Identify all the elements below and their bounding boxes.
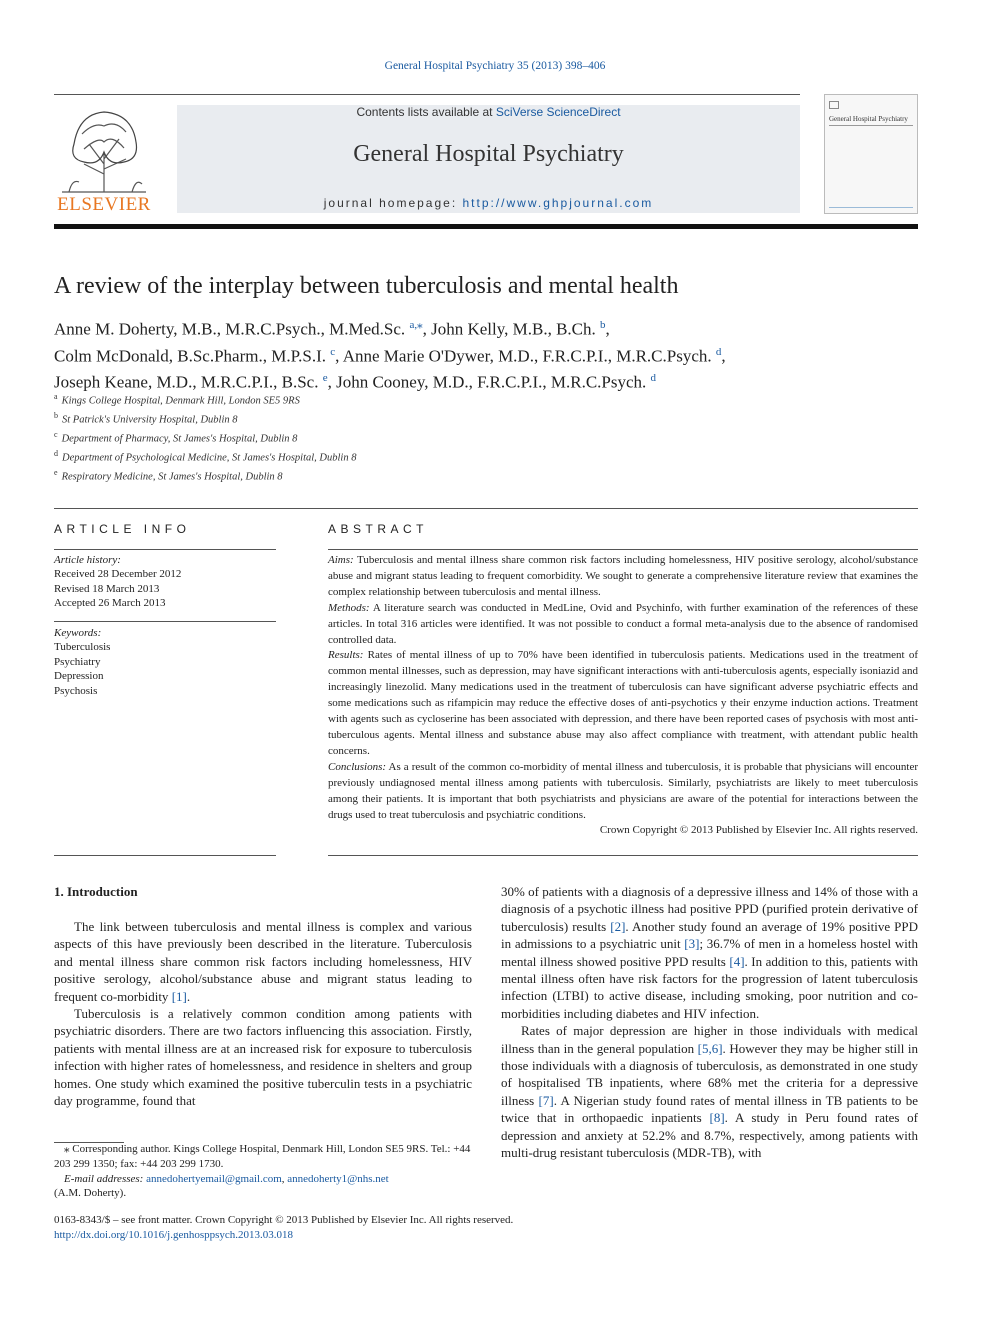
affiliation-mark: b bbox=[54, 411, 58, 420]
affiliation-text: St Patrick's University Hospital, Dublin 8 bbox=[62, 414, 238, 426]
received-date: Received 28 December 2012 bbox=[54, 568, 182, 581]
journal-name: General Hospital Psychiatry bbox=[353, 141, 624, 167]
section-heading-introduction: 1. Introduction bbox=[54, 884, 138, 899]
results-text: Rates of mental illness of up to 70% have been identified in tuberculosis patients. Medications used in the treatment of common mental illnesses, such as depression, may have significant interactions with anti-tuberculosis agents, especially isoniazid and increasingly linezolid. Many medications used in the treatment of tuberculosis can have significant adverse psychiatric effects and some medications such as rifampicin may reduce the effective doses of anti-psychotics y their enzyme induction actions. Treatment with agents such as cycloserine has been associated with depression, and there have been reported cases of psychosis with most anti-tuberculous agents. Mental illness and substance abuse may also affect compliance with treatment, with attendant public health concerns. bbox=[328, 649, 918, 757]
keyword: Psychiatry bbox=[54, 655, 101, 668]
email-line: E-mail addresses: annedohertyemail@gmail.com, annedoherty1@nhs.net bbox=[64, 1172, 389, 1185]
history-label: Article history: bbox=[54, 554, 121, 566]
reference-link[interactable]: [3] bbox=[684, 936, 700, 952]
body-right-column bbox=[501, 883, 918, 1162]
article-info-subrule bbox=[54, 549, 276, 550]
author-separator: , bbox=[605, 319, 610, 339]
revised-date: Revised 18 March 2013 bbox=[54, 582, 160, 595]
abstract-subrule bbox=[328, 549, 918, 550]
keywords-label: Keywords: bbox=[54, 627, 102, 639]
reference-link[interactable]: [7] bbox=[538, 1092, 554, 1108]
keywords-block bbox=[54, 626, 276, 698]
email-link-1[interactable]: annedohertyemail@gmail.com bbox=[146, 1172, 282, 1185]
author-affiliation-mark[interactable]: d bbox=[715, 345, 722, 358]
email-link-2[interactable]: annedoherty1@nhs.net bbox=[287, 1172, 389, 1185]
reference-link[interactable]: [5,6] bbox=[697, 1040, 723, 1056]
email-label: E-mail addresses: bbox=[64, 1172, 147, 1185]
elsevier-wordmark: ELSEVIER bbox=[57, 194, 151, 215]
author-separator: , bbox=[721, 346, 726, 366]
author-name: Anne M. Doherty, M.B., M.R.C.Psych., M.Med.Sc. bbox=[54, 319, 406, 339]
affiliation-item bbox=[54, 409, 654, 428]
issn-line: 0163-8343/$ – see front matter. Crown Copyright © 2013 Published by Elsevier Inc. All rights reserved. bbox=[54, 1214, 514, 1226]
conclusions-text: As a result of the common co-morbidity of mental illness and tuberculosis, it is probable that physicians will encounter previously undiagnosed mental illness among patients with tuberculosis. Similarly, psychiatrists are likely to meet tuberculosis among their patients. It is important that both psychiatrists and physicians are aware of the potential for interactions between the drugs used to treat tuberculosis and psychiatric conditions. bbox=[328, 760, 918, 821]
reference-link[interactable]: [1] bbox=[171, 988, 187, 1004]
contents-line: Contents lists available at SciVerse ScienceDirect bbox=[356, 105, 621, 119]
author-affiliation-mark[interactable]: a,⁎ bbox=[409, 319, 423, 331]
affiliation-item bbox=[54, 428, 654, 447]
affiliation-text: Respiratory Medicine, St James's Hospital, Dublin 8 bbox=[61, 471, 283, 483]
abstract-results bbox=[328, 648, 918, 759]
author-name: John Kelly, M.B., B.Ch. bbox=[431, 319, 596, 339]
affiliation-item bbox=[54, 466, 654, 485]
cover-bottom-rule bbox=[829, 207, 913, 208]
article-info-rule bbox=[54, 508, 918, 509]
cover-title: General Hospital Psychiatry bbox=[829, 115, 908, 123]
reference-link[interactable]: [8] bbox=[709, 1110, 725, 1126]
body-left-column bbox=[54, 918, 472, 1109]
affiliation-text: Department of Pharmacy, St James's Hospital, Dublin 8 bbox=[61, 433, 298, 445]
front-matter-note bbox=[54, 1213, 754, 1243]
author-affiliation-mark[interactable]: c bbox=[330, 345, 336, 358]
results-label: Results: bbox=[328, 649, 364, 662]
author-name: Colm McDonald, B.Sc.Pharm., M.P.S.I. bbox=[54, 346, 327, 366]
abstract-heading: ABSTRACT bbox=[328, 522, 429, 536]
abstract-aims bbox=[328, 553, 918, 601]
article-info-heading: ARTICLE INFO bbox=[54, 522, 191, 536]
affiliation-mark: c bbox=[54, 430, 58, 439]
keyword: Tuberculosis bbox=[54, 641, 111, 654]
affiliation-mark: e bbox=[54, 468, 58, 477]
affiliation-item bbox=[54, 390, 654, 409]
author-list bbox=[54, 314, 918, 394]
author-name: Joseph Keane, M.D., M.R.C.P.I., B.Sc. bbox=[54, 372, 319, 392]
intro-paragraph-1: The link between tuberculosis and mental illness is complex and various aspects of this have previously been described in the literature. Tuberculosis and mental illness share common risk factors including homelessness, HIV positive serology, alcohol/substance abuse and migrant status leading to frequent co-morbidity [1]. bbox=[54, 919, 472, 1004]
cover-emblem-icon bbox=[829, 101, 839, 109]
aims-text: Tuberculosis and mental illness share common risk factors including homelessness, HIV positive serology, alcohol/substance abuse and migrant status leading to frequent comorbidity. We sought to generate a comprehensive literature review that examines the complex relationship between tuberculosis and mental illness. bbox=[328, 554, 918, 598]
keyword: Depression bbox=[54, 670, 104, 683]
methods-text: A literature search was conducted in MedLine, Ovid and Psychinfo, with further examination of the references of these articles. In total 316 articles were identified. It was not possible to conduct a formal meta-analysis due to the absence of randomised controlled data. bbox=[328, 601, 918, 646]
author-affiliation-mark[interactable]: e bbox=[322, 372, 328, 385]
abstract-conclusions bbox=[328, 760, 918, 824]
affiliation-mark: a bbox=[54, 392, 58, 401]
affiliation-mark: d bbox=[54, 449, 58, 458]
article-title: A review of the interplay between tuberculosis and mental health bbox=[54, 273, 679, 299]
journal-citation[interactable]: General Hospital Psychiatry 35 (2013) 398–406 bbox=[384, 60, 606, 72]
corresponding-author-text: ⁎ Corresponding author. Kings College Hospital, Denmark Hill, London SE5 9RS. Tel.: +44 203 299 1350; fax: +44 203 299 1730. bbox=[54, 1143, 471, 1170]
affiliation-text: Kings College Hospital, Denmark Hill, London SE5 9RS bbox=[61, 395, 300, 407]
keyword: Psychosis bbox=[54, 684, 98, 697]
journal-cover-thumbnail[interactable] bbox=[824, 94, 918, 214]
cover-rule bbox=[829, 125, 913, 126]
affiliation-item bbox=[54, 447, 654, 466]
author-affiliation-mark[interactable]: d bbox=[650, 372, 657, 385]
sciencedirect-link[interactable]: SciVerse ScienceDirect bbox=[495, 105, 621, 119]
header-rule bbox=[54, 94, 800, 95]
doi-link[interactable]: http://dx.doi.org/10.1016/j.genhosppsych.2013.03.018 bbox=[54, 1228, 294, 1241]
article-history bbox=[54, 553, 276, 611]
author-affiliation-mark[interactable]: b bbox=[600, 319, 606, 331]
author-name: John Cooney, M.D., F.R.C.P.I., M.R.C.Psych. bbox=[336, 372, 647, 392]
reference-link[interactable]: [2] bbox=[610, 918, 626, 934]
methods-label: Methods: bbox=[328, 601, 370, 614]
article-info-bottom-rule bbox=[54, 855, 276, 856]
author-name: Anne Marie O'Dywer, M.D., F.R.C.P.I., M.R.C.Psych. bbox=[342, 346, 712, 366]
aims-label: Aims: bbox=[328, 554, 354, 566]
reference-link[interactable]: [4] bbox=[729, 953, 745, 969]
affiliation-text: Department of Psychological Medicine, St James's Hospital, Dublin 8 bbox=[62, 452, 357, 464]
intro-paragraph-3: Rates of major depression are higher in those individuals with medical illness than in the general population [5,6]. However they may be higher still in those individuals with a diagnosis of tuberculosis, as demonstrated in one study of hospitalised TB inpatients, where 68% met the criteria for a depressive illness [7]. A Nigerian study found rates of mental illness in TB patients to be twice that in orthopaedic inpatients [8]. A study in Peru found rates of depression and anxiety at 52.2% and 8.7%, respectively, among patients with multi-drug resistant tuberculosis (MDR-TB), with bbox=[501, 1023, 919, 1161]
conclusions-label: Conclusions: bbox=[328, 760, 387, 773]
elsevier-tree-logo-icon bbox=[54, 104, 154, 194]
affiliation-list bbox=[54, 390, 654, 485]
keywords-rule bbox=[54, 621, 276, 622]
journal-homepage: journal homepage: http://www.ghpjournal.com bbox=[323, 196, 654, 210]
author-separator: , bbox=[327, 372, 337, 392]
email-owner: (A.M. Doherty). bbox=[54, 1187, 127, 1200]
header-thick-rule bbox=[54, 224, 918, 229]
author-separator: , bbox=[335, 346, 343, 366]
corresponding-author-footnote bbox=[54, 1140, 474, 1201]
homepage-link[interactable]: http://www.ghpjournal.com bbox=[462, 196, 654, 210]
abstract-copyright: Crown Copyright © 2013 Published by Elsevier Inc. All rights reserved. bbox=[599, 824, 918, 837]
intro-paragraph-2: Tuberculosis is a relatively common condition among patients with psychiatric disorders. There are two factors influencing this association. Firstly, patients with mental illness are at an increased risk for exposure to tuberculosis infection with higher rates of homelessness, and residence in shelters and group homes. One study which examined the positive tuberculin tests in a psychiatric day programme, found that bbox=[54, 1006, 472, 1109]
intro-paragraph-2-continued: 30% of patients with a diagnosis of a depressive illness and 14% of those with a diagnosis of a psychotic illness had positive PPD (purified protein derivative of tuberculosis) results [2]. Another study found an average of 19% positive PPD in admissions to a psychiatric unit [3]; 36.7% of men in a homeless hostel with mental illness showed positive PPD results [4]. In addition to this, patients with mental illness often have risk factors for the progression of latent tuberculosis infection (LTBI) to active disease, including smoking, poor nutrition and co-morbidities including diabetes and HIV infection. bbox=[501, 884, 919, 1021]
abstract-methods bbox=[328, 601, 918, 649]
author-separator: , bbox=[422, 319, 432, 339]
accepted-date: Accepted 26 March 2013 bbox=[54, 597, 166, 610]
abstract-bottom-rule bbox=[328, 855, 918, 856]
abstract-body bbox=[328, 553, 918, 839]
